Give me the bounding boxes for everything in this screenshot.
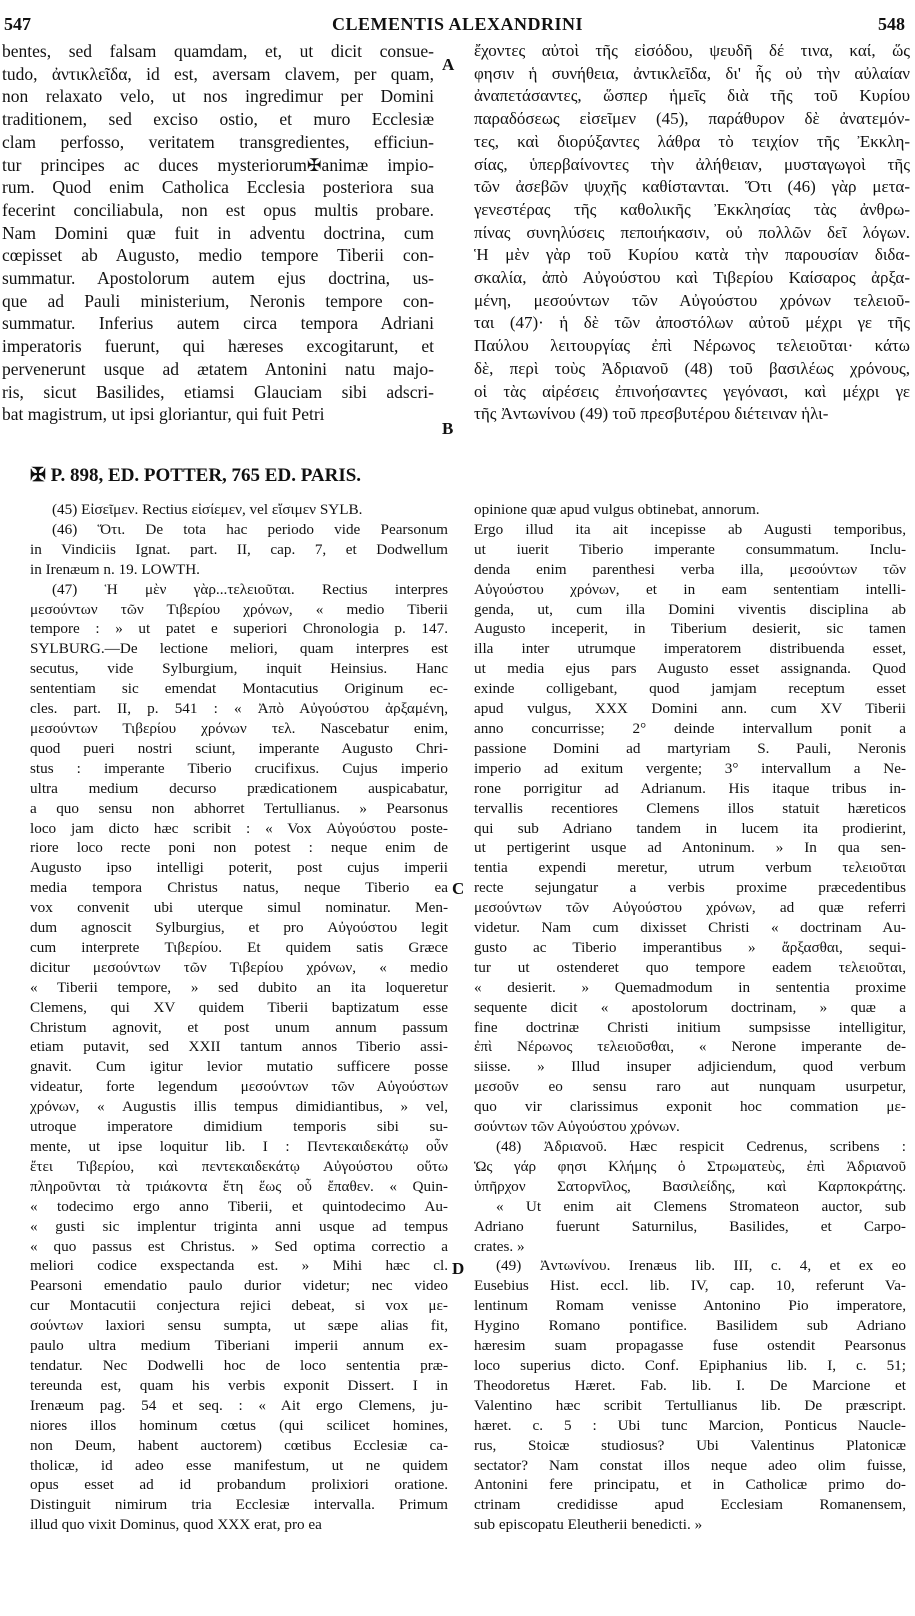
- footnote-line: Christum agnovit, et post unum annum passum: [30, 1018, 448, 1036]
- footnote-line: dum agnoscit Sylburgius, et pro Αὐγούστου legit: [30, 919, 448, 937]
- footnote-line: « todecimo ergo anno Tiberii, et quintodecimo Au-: [30, 1197, 448, 1215]
- footnote-line: Antonini fere principatu, et in Catholicæ primo do-: [474, 1476, 906, 1494]
- footnote-line: tholicæ, id adeo esse manifestum, ut ne quidem: [30, 1456, 448, 1474]
- footnote-line: niores illos hominum cœtus (qui scilicet homines,: [30, 1416, 448, 1434]
- footnote-line: « Ut enim ait Clemens Stromateon auctor, sub: [496, 1197, 906, 1215]
- footnote-line: Adriano fuerunt Saturnilus, Basilides, et Carpo-: [474, 1217, 906, 1235]
- footnote-line: gusto ac Tiberio imperantibus » ἄρξασθαι, sequi-: [474, 938, 906, 956]
- margin-marker-c: C: [452, 879, 465, 898]
- footnote-line: tur ut ostenderet quo tempore eadem τελειοῦται,: [474, 958, 906, 976]
- footnote-line: rus, Stoicæ studiosus? Ubi Valentinus Platonicæ: [474, 1436, 906, 1454]
- footnote-line: Theodoretus Hæret. Fab. lib. I. De Marcione et: [474, 1376, 906, 1394]
- footnote-line: Distinguit nimirum tria Ecclesiæ intervalla. Primum: [30, 1496, 448, 1514]
- margin-marker-a: A: [442, 55, 455, 74]
- footnote-line: σούντων laxiori sensu sumpta, ut sæpe alias fit,: [30, 1317, 448, 1335]
- footnote-line: ut iuerit Tiberio imperante consummatum. Inclu-: [474, 540, 906, 558]
- footnote-line: loco jam dicto hæc scribit : « Vox Αὐγούστου poste-: [30, 819, 448, 837]
- footnote-line: a quo sensu non abhorret Tertullianus. » Pearsonus: [30, 799, 448, 817]
- footnote-line: Valentino hæc scribit Tertullianus lib. De præscript.: [474, 1396, 906, 1414]
- footnote-line: cur Montacutii conjectura rejici debeat, si vox με-: [30, 1297, 448, 1315]
- footnotes-left-column: [30, 500, 448, 1535]
- footnote-line: quod pueri nostri sciunt, imperante Augusto Chri-: [30, 739, 448, 757]
- footnote-line: loco superius dicto. Conf. Epiphanius lib. I, c. 51;: [474, 1356, 906, 1374]
- footnote-line: Clemens, qui XV quidem Tiberii baptizatum esse: [30, 998, 448, 1016]
- footnote-line: exinde colligebant, quod jamjam receptum esset: [474, 680, 906, 698]
- greek-text-line: φησιν ἡ συνήθεια, ἀντικλεῖδα, δι' ἧς οὐ τὴν αὐλαίαν: [474, 63, 910, 83]
- footnote-line: (47) Ἡ μὲν γὰρ...τελειοῦται. Rectius interpres: [52, 580, 448, 598]
- footnote-line: illud quo vixit Dominus, quod XXX erat, pro ea: [30, 1516, 322, 1534]
- greek-text-line: δὲ, περὶ τοὺς Ἀδριανοῦ (48) τοῦ βασιλέως χρόνους,: [474, 358, 910, 378]
- greek-text-line: μένη, μεσούντων τῶν Αὐγούστου χρόνων τελειοῦ-: [474, 290, 910, 310]
- greek-text-line: σκαλία, ἀπὸ Αὐγούστου καὶ Τιβερίου Καίσαρος ἀρξα-: [474, 268, 910, 288]
- greek-text-line: τῆς Ἀντωνίνου (49) τοῦ πρεσβυτέρου διέτειναν ἡλι-: [474, 404, 829, 424]
- greek-text-column: [474, 40, 910, 426]
- footnote-line: Eusebius Hist. eccl. lib. IV, cap. 10, referunt Va-: [474, 1277, 906, 1295]
- page-number-right: 548: [878, 14, 905, 34]
- footnote-line: recte sejungatur a verbis proxime præcedentibus: [474, 879, 906, 897]
- footnote-line: vox convenit ubi uterque simul nominatur. Men-: [30, 899, 448, 917]
- footnote-line: secutus, vide Sylburgium, inquit Heinsius. Hanc: [30, 660, 448, 678]
- footnote-line: πληροῦνται τὰ τριάκοντα ἔτη ἕως οὗ ἔπαθεν. « Quin-: [30, 1177, 448, 1195]
- footnote-line: meliori codice exspectanda est. » Mihi hæc cl.: [30, 1257, 448, 1275]
- footnote-line: « Tiberii tempore, » sed dubito an ita loqueretur: [30, 978, 448, 996]
- footnote-line: crates. »: [474, 1237, 525, 1255]
- latin-text-line: summatur. Apostolorum autem ejus doctrina, us-: [2, 268, 434, 289]
- latin-text-column: [2, 40, 434, 426]
- footnote-line: ἔτει Τιβερίου, καὶ πεντεκαιδεκάτῳ Αὐγούστου οὕτω: [30, 1157, 448, 1175]
- footnote-line: SYLBURG.—De lectione meliori, quam interpres est: [30, 640, 448, 658]
- footnote-line: riore loco recte poni non potest : neque enim de: [30, 839, 448, 857]
- footnote-line: μεσοῦν eo sensu raro aut nunquam usurpetur,: [474, 1078, 906, 1096]
- latin-text-line: non relaxato velo, ut nos ingredimur per Domini: [2, 86, 434, 107]
- latin-text-line: cœpisset ab Augusto, medio tempore Tiberii con-: [2, 245, 434, 266]
- footnote-line: paulo ultra medium Tiberiani imperii annum ex-: [30, 1337, 448, 1355]
- footnote-line: « quo passus est Christus. » Sed optima correctio a: [30, 1237, 448, 1255]
- footnote-line: μεσούντων Τιβερίου χρόνων τελ. Nascebatur enim,: [30, 719, 448, 737]
- footnote-line: ἐπὶ Νέρωνος τελειοῦσθαι, « Nerone imperante de-: [474, 1038, 906, 1056]
- latin-text-line: bat magistrum, ut ipsi gloriantur, qui fuit Petri: [2, 404, 325, 425]
- greek-text-line: ται (47)· ἡ δὲ τῶν ἀποστόλων αὐτοῦ μέχρι γε τῆς: [474, 313, 910, 333]
- footnote-line: « desierit. » Quemadmodum in sententia proxime: [474, 978, 906, 996]
- latin-text-line: clam perfosso, veritatem transgredientes, efficiun-: [2, 131, 434, 152]
- latin-text-line: tudo, ἀντικλεῖδα, id est, aversam clavem, per quam,: [2, 63, 434, 84]
- footnote-line: Irenæum pag. 54 et seq. : « Ait ergo Clemens, ju-: [30, 1396, 448, 1414]
- greek-text-line: τῶν ἀσεβῶν ψυχῆς καθίστανται. Ὅτι (46) γὰρ μετα-: [474, 177, 910, 197]
- footnote-line: passione Domini ad martyriam S. Pauli, Neronis: [474, 739, 906, 757]
- footnote-line: apud vulgus, XXX Domini ann. cum XV Tiberii: [474, 700, 906, 718]
- footnote-line: χρόνων, « Augustis illis tempus dimidiantibus, » vel,: [30, 1098, 448, 1116]
- footnote-line: rone porrigitur ad Adrianum. His itaque tribus in-: [474, 779, 906, 797]
- footnote-line: illa inter utrumque imperatorem distribuenda esset,: [474, 640, 906, 658]
- greek-text-line: τες, καὶ διορύξαντες λάθρα τὸ τειχίον τῆς Ἐκκλη-: [474, 131, 910, 151]
- latin-text-line: que ad Pauli ministerium, Neronis tempore con-: [2, 290, 434, 311]
- footnote-line: μεσούντων τῶν Τιβερίου χρόνων, « medio Tiberii: [30, 600, 448, 618]
- footnote-line: (45) Εἰσεῖμεν. Rectius εἰσίεμεν, vel εἴσιμεν SYLB.: [52, 501, 363, 518]
- footnote-line: mente, ut ipse loquitur lib. I : Πεντεκαιδεκάτῳ οὖν: [30, 1138, 448, 1155]
- footnote-line: etiam putavit, sed XXII tantum annos Tiberio assi-: [30, 1038, 448, 1056]
- footnote-line: « gusti sic implentur triginta anni usque ad tempus: [30, 1217, 448, 1235]
- footnote-line: anno concurrisse; 2° deinde intervallum ponit a: [474, 719, 906, 737]
- footnote-line: ctrinam credidisse apud Ecclesiam Romanensem,: [474, 1496, 906, 1514]
- greek-text-line: γενεστέρας τῆς καθολικῆς Ἐκκλησίας τὰς ἀνθρω-: [474, 199, 910, 219]
- footnote-line: media tempora Christus natus, neque Tiberio ea: [30, 879, 448, 897]
- footnote-line: sub episcopatu Eleutherii benedicti. »: [474, 1516, 703, 1534]
- footnote-line: cum interprete Τιβερίου. Et quidem satis Græce: [30, 938, 448, 956]
- page-number-left: 547: [4, 14, 31, 34]
- margin-marker-b: B: [442, 419, 454, 438]
- latin-text-line: summatur. Inferius autem circa tempora Adriani: [2, 313, 434, 334]
- footnote-line: tempore : » ut patet e superiori Chronologia p. 147.: [30, 620, 448, 638]
- latin-text-line: imperatoris fuerunt, qui hæreses excogitarunt, et: [2, 336, 434, 357]
- footnote-line: tendatur. Nec Dodwelli hoc de loco sententia præ-: [30, 1356, 448, 1374]
- edition-reference: ✠ P. 898, ED. POTTER, 765 ED. PARIS.: [30, 465, 362, 486]
- footnote-line: in Irenæum n. 19. LOWTH.: [30, 560, 200, 578]
- latin-text-line: fecerint conciliabula, non est opus multis probare.: [2, 199, 434, 220]
- greek-text-line: πίνας συνηλύσεις πεποιήκασιν, οὐ πολλῶν δεῖ λόγων.: [474, 222, 910, 242]
- footnote-line: ὑπῆρχον Σατορνῖλος, Βασιλείδης, καὶ Καρποκράτης.: [474, 1177, 906, 1195]
- footnote-line: tereunda est, quam his verbis exponit Dissert. I in: [30, 1376, 448, 1394]
- footnote-line: sequente dicit « apostolorum doctrinam, » quæ a: [474, 998, 906, 1016]
- footnote-line: μεσούντων τῶν Αὐγούστου χρόνων, ad quæ referri: [474, 899, 906, 917]
- footnote-line: ultra medium decurso prædicationem auspicabatur,: [30, 779, 448, 797]
- footnote-line: tentia expendi meretur, utrum verbum τελειοῦται: [474, 859, 906, 877]
- footnote-line: genda, ut, cum illa Domini viventis disciplina ab: [474, 600, 906, 618]
- footnote-line: stus : imperante Tiberio crucifixus. Cujus imperio: [30, 759, 448, 777]
- running-title: CLEMENTIS ALEXANDRINI: [331, 14, 584, 34]
- footnote-line: utroque imperatore dimidium temporis sibi su-: [30, 1118, 448, 1136]
- footnote-line: Augusto inceperit, in Tiberium desierit, sic tamen: [474, 620, 906, 638]
- footnote-line: videtur. Nam cum dixisset Christi « doctrinam Au-: [474, 919, 906, 937]
- margin-marker-d: D: [452, 1259, 465, 1278]
- footnote-line: sectator? Nam constat illos neque adeo olim fuisse,: [474, 1456, 906, 1474]
- footnote-line: qui sub Adriano tandem in lucem ita prodierint,: [474, 819, 906, 837]
- footnote-line: Hygino Romano pontifice. Basilidem sub Adriano: [474, 1317, 906, 1335]
- greek-text-line: σίας, ὑπερβαίνοντες τὴν ἀλήθειαν, μυσταγωγοὶ τῆς: [474, 154, 910, 174]
- footnote-line: opinione quæ apud vulgus obtinebat, annorum.: [474, 501, 760, 518]
- greek-text-line: Ἡ μὲν γὰρ τοῦ Κυρίου κατὰ τὴν παρουσίαν διδα-: [474, 245, 910, 265]
- footnotes-right-column: [474, 500, 906, 1535]
- footnote-line: (48) Ἀδριανοῦ. Hæc respicit Cedrenus, scribens :: [496, 1138, 906, 1155]
- footnote-line: siisse. » Illud insuper adjiciendum, quod verbum: [474, 1058, 906, 1076]
- greek-text-line: Παύλου λειτουργίας ἐπὶ Νέρωνος τελειοῦται· κάτω: [474, 336, 910, 356]
- footnote-line: Ὡς γάρ φησι Κλήμης ὁ Στρωματεὺς, ἐπὶ Ἀδριανοῦ: [474, 1157, 906, 1175]
- greek-text-line: παραδόσεως εἰσεῖμεν (45), παράθυρον δὲ ἀνατεμόν-: [474, 109, 910, 129]
- latin-text-line: traditionem, sed exciso ostio, et muro Ecclesiæ: [2, 109, 434, 130]
- latin-text-line: bentes, sed falsam quamdam, et, ut dicit consue-: [2, 41, 434, 61]
- footnote-line: quo vir clarissimus exponit hoc commation με-: [474, 1098, 906, 1116]
- latin-text-line: rum. Quod enim Catholica Ecclesia posteriora sua: [2, 177, 434, 198]
- footnote-line: Augusto ipso intelligi poterit, post cujus imperii: [30, 859, 448, 877]
- latin-text-line: pervenerunt usque ad ætatem Antonini natu majo-: [2, 358, 434, 379]
- footnote-line: sententiam sic emendat Montacutius Originum ec-: [30, 680, 448, 698]
- footnote-line: Ergo illud ita ait incepisse ab Augusti temporibus,: [474, 520, 906, 538]
- footnote-line: lentinum Romam venisse Antonino Pio imperatore,: [474, 1297, 906, 1315]
- greek-text-line: ἔχοντες αὐτοὶ τῆς εἰσόδου, ψευδῆ δέ τινα, καί, ὥς: [474, 41, 910, 60]
- footnote-line: (49) Ἀντωνίνου. Irenæus lib. III, c. 4, et ex eo: [496, 1257, 906, 1275]
- footnote-line: fine doctrinæ Christi initium sumpsisse intelligitur,: [474, 1018, 906, 1036]
- footnote-line: opus esset ad id probandum prolixiori oratione.: [30, 1476, 448, 1494]
- running-header: [0, 14, 915, 38]
- latin-text-line: Nam Domini quæ fuit in adventu doctrina, cum: [2, 222, 434, 243]
- footnote-line: hæret. c. 5 : Ubi tunc Marcion, Ponticus Naucle-: [474, 1416, 906, 1434]
- footnote-line: Pearsoni emendatio paulo durior videtur; nec video: [30, 1277, 448, 1295]
- footnote-line: Αὐγούστου χρόνων, et in eam sententiam intelli-: [474, 580, 906, 598]
- footnote-line: ut media ejus pars Augusto esset assignanda. Quod: [474, 660, 906, 678]
- footnote-line: hæresim suam propagasse fuse ostendit Pearsonus: [474, 1337, 906, 1355]
- footnote-line: σούντων τῶν Αὐγούστου χρόνων.: [474, 1118, 680, 1136]
- footnote-line: cles. part. II, p. 541 : « Ἀπὸ Αὐγούστου ἀρξαμένη,: [30, 700, 448, 718]
- footnote-line: videatur, forte legendum μεσούντων τῶν Αὐγούστων: [30, 1078, 448, 1096]
- latin-text-line: ris, sicut Basilides, etiamsi Glauciam sibi adscri-: [2, 381, 434, 402]
- footnote-line: tervallis recentiores Clemens illos statuit hæreticos: [474, 799, 906, 817]
- footnote-line: non Deum, habent auctorem) cœtibus Ecclesiæ ca-: [30, 1436, 448, 1454]
- greek-text-line: οἱ τὰς αἱρέσεις ἐπινοήσαντες γεγόνασι, καὶ μέχρι γε: [474, 381, 910, 401]
- greek-text-line: ἀναπετάσαντες, ὥσπερ ἡμεῖς διὰ τῆς τοῦ Κυρίου: [474, 86, 910, 106]
- latin-text-line: tur principes ac duces mysteriorum✠animæ impio-: [2, 154, 434, 175]
- footnote-line: gnavit. Cum igitur levior mutatio sufficere posse: [30, 1058, 448, 1076]
- footnote-line: in Vindiciis Ignat. part. II, cap. 7, et Dodwellum: [30, 540, 448, 558]
- footnote-line: ut pertigerint usque ad Antoninum. » In qua sen-: [474, 839, 906, 857]
- footnote-line: denda enim parenthesi verba illa, μεσούντων τῶν: [474, 560, 906, 578]
- footnote-line: dicitur μεσούντων τῶν Τιβερίου χρόνων, « medio: [30, 958, 448, 976]
- footnote-line: (46) Ὅτι. De tota hac periodo vide Pearsonum: [52, 520, 448, 538]
- footnote-line: imperio ad exitum vergente; 3° intervallum a Ne-: [474, 759, 906, 777]
